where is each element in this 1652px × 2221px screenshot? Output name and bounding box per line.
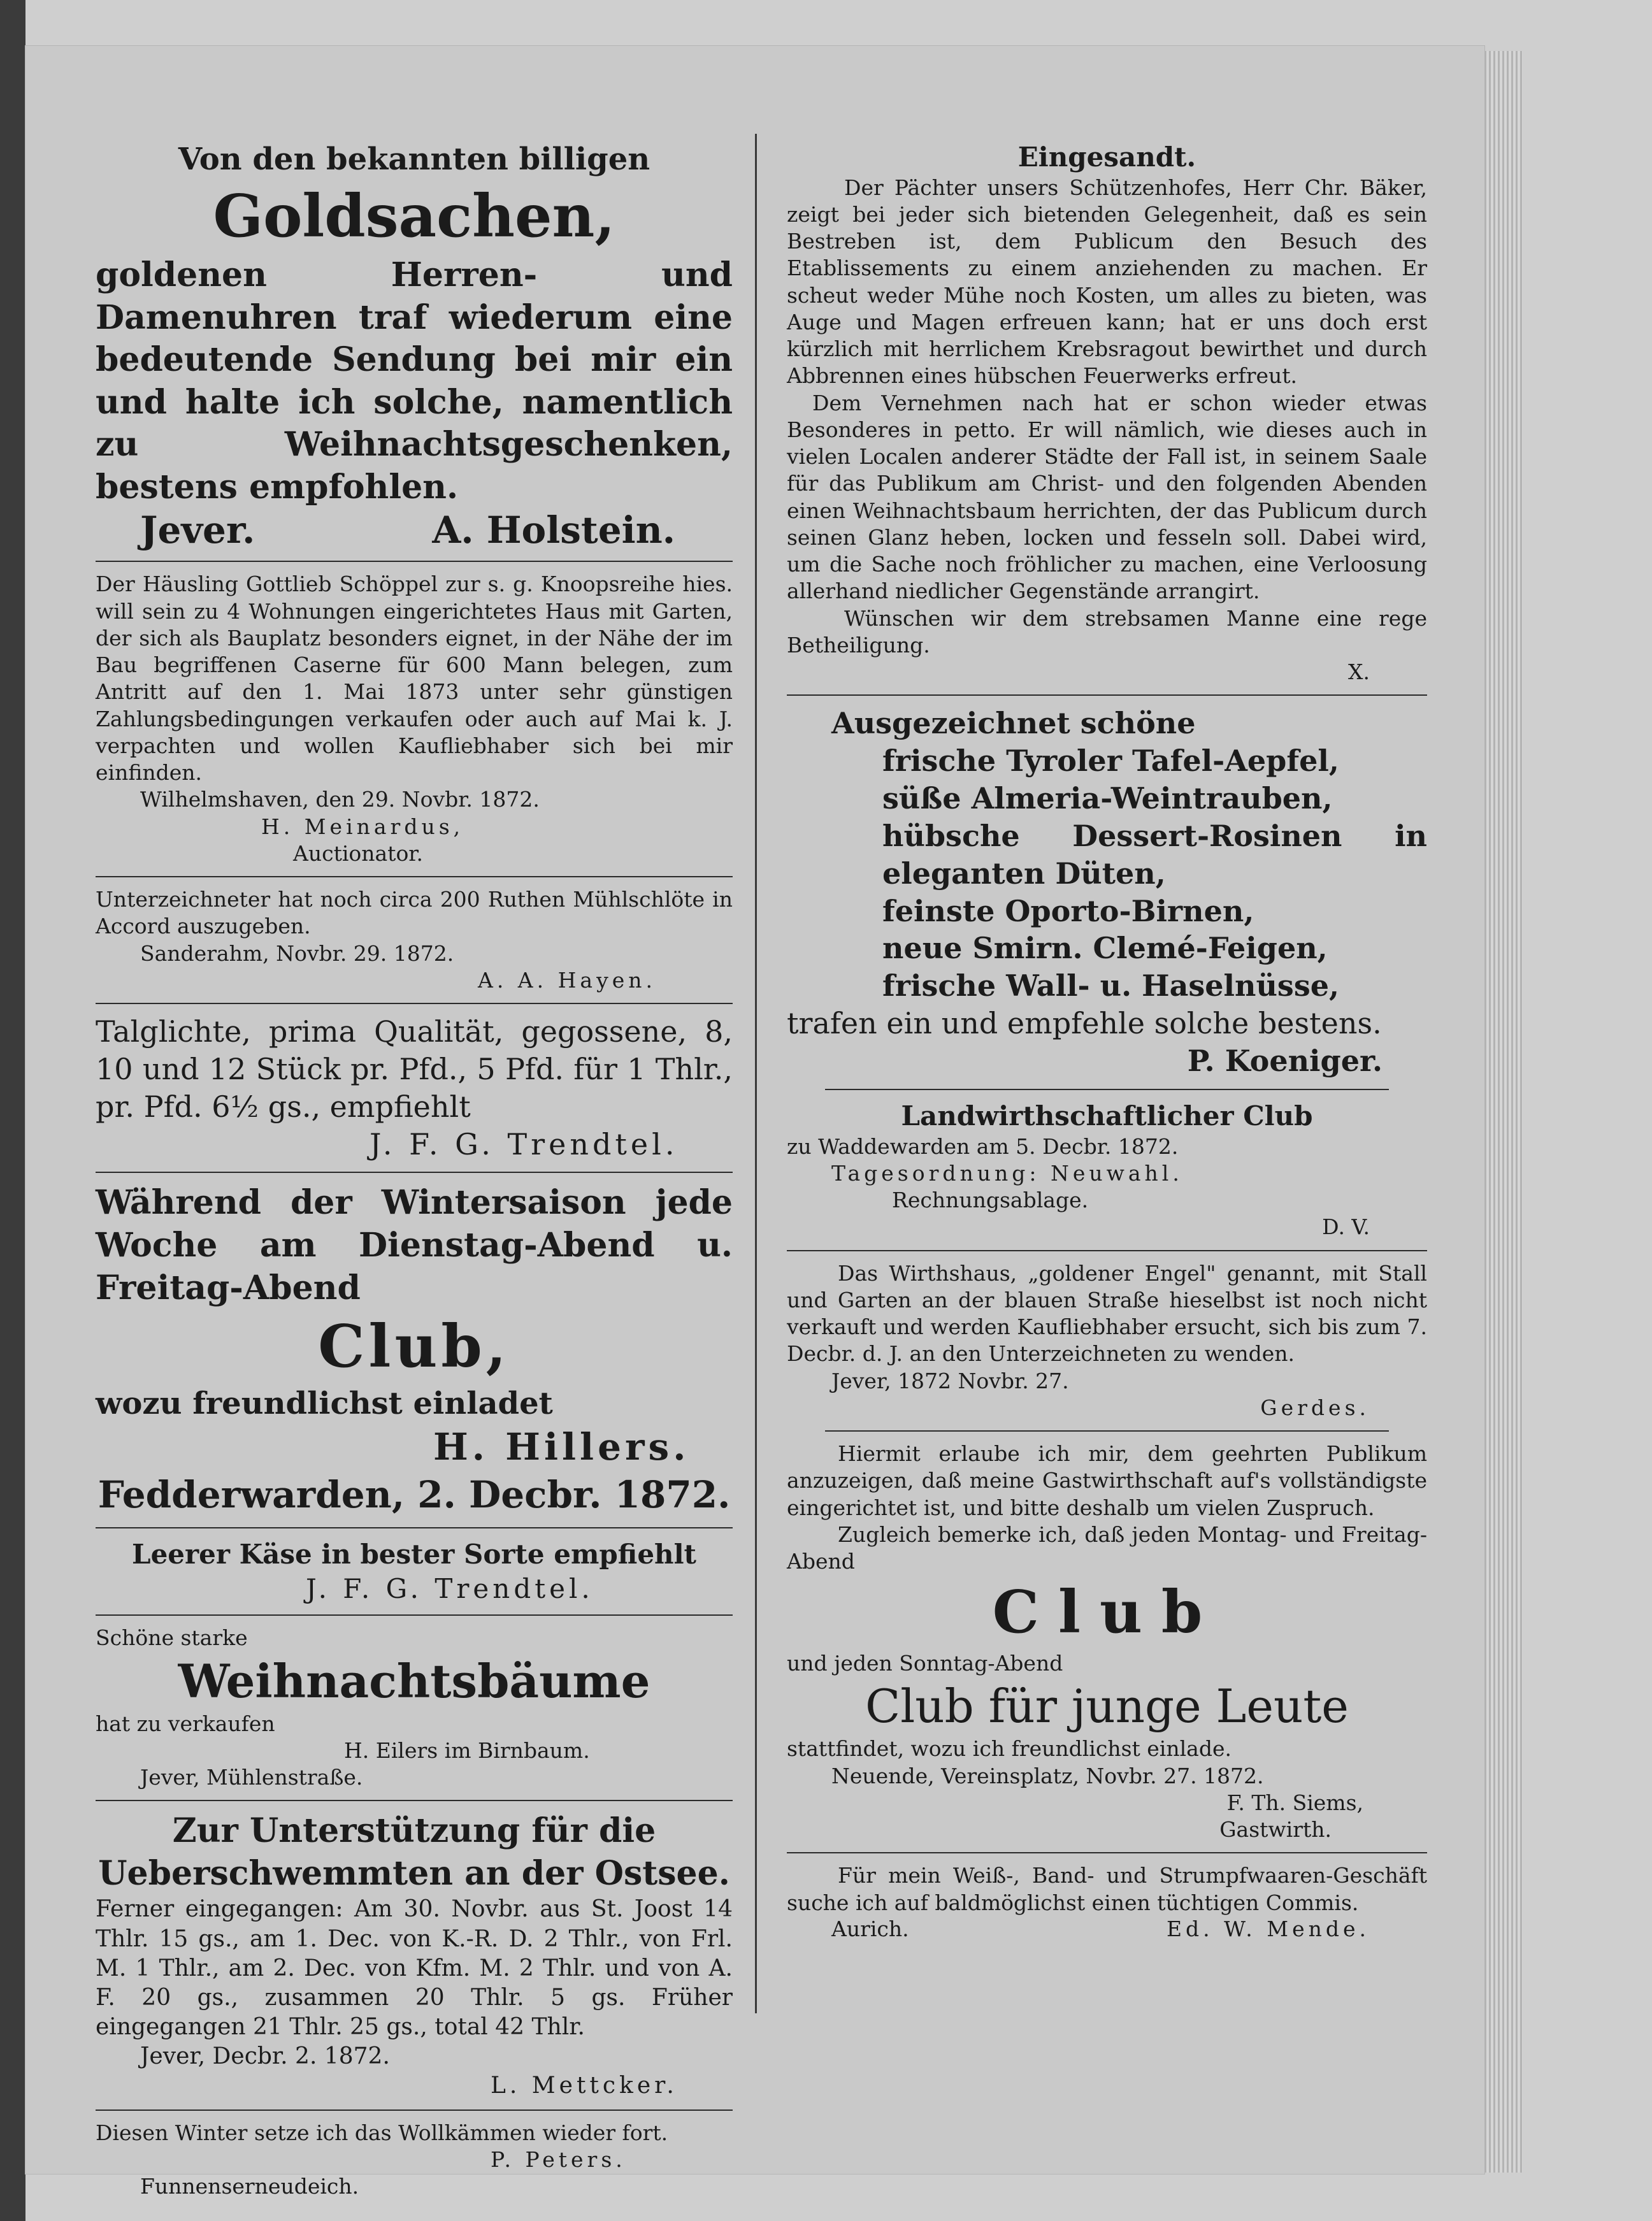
ad-koeniger-l1: Ausgezeichnet schöne bbox=[831, 706, 1196, 741]
ad-kaese-body: Leerer Käse in bester Sorte empfiehlt bbox=[132, 1538, 696, 1570]
ad-siems-junge-leute: Club für junge Leute bbox=[865, 1679, 1349, 1734]
ad-mende-place: Aurich. bbox=[831, 1916, 909, 1941]
article-eingesandt bbox=[787, 140, 1427, 686]
ad-siems-club: Club bbox=[992, 1578, 1222, 1647]
article-eingesandt-p1: Der Pächter unsers Schützenhofes, Herr Chr. Bäker, zeigt bei jeder sich bietenden Gelegenheit, daß es sein Bestreben ist, dem Publicum den Besuch des Etablissements zu einem anziehenden zu machen. Er scheut weder Mühe noch Kosten, um alles zu bieten, was Auge und Magen erfreuen kann; hat er uns doch erst kürzlich mit herrlichem Krebsragout bewirthet und durch Abbrennen eines hübschen Feuerwerks erfreut. bbox=[787, 175, 1427, 389]
notice-landwirthschaft-club-title: Landwirthschaftlicher Club bbox=[901, 1100, 1313, 1132]
ad-wollkaemmen-place: Funnenserneudeich. bbox=[140, 2174, 359, 2199]
divider bbox=[825, 1089, 1389, 1090]
ad-muehlschloete bbox=[96, 886, 733, 994]
divider bbox=[96, 2110, 733, 2111]
notice-landwirthschaft-club-l1: zu Waddewarden am 5. Decbr. 1872. bbox=[787, 1133, 1179, 1159]
ad-goldener-engel-body: Das Wirthshaus, „goldener Engel" genannt, mit Stall und Garten an der blauen Straße hieselbst ist noch nicht verkauft und werden Kaufliebhaber ersucht, sich bis zum 7. Decbr. d. J. an den Unterzeichneten zu wenden. bbox=[787, 1260, 1427, 1367]
ad-club-hillers bbox=[96, 1182, 733, 1518]
ad-siems-title: Gastwirth. bbox=[1219, 1817, 1332, 1843]
ad-koeniger-signature: P. Koeniger. bbox=[1187, 1044, 1383, 1079]
ad-club-hillers-dateline: Fedderwarden, 2. Decbr. 1872. bbox=[97, 1472, 731, 1516]
ad-goldsachen bbox=[96, 140, 733, 552]
ad-haeusling-signature: H. Meinardus, bbox=[261, 814, 464, 839]
ad-wollkaemmen-signature: P. Peters. bbox=[491, 2147, 626, 2173]
divider bbox=[96, 876, 733, 877]
ad-mende-footer bbox=[787, 1916, 1427, 1941]
ad-talglichte bbox=[96, 1013, 733, 1163]
ad-kaese-signature: J. F. G. Trendtel. bbox=[306, 1572, 594, 1604]
ad-muehlschloete-dateline: Sanderahm, Novbr. 29. 1872. bbox=[140, 940, 454, 966]
ad-ostsee-body: Ferner eingegangen: Am 30. Novbr. aus St. Joost 14 Thlr. 15 gs., am 1. Dec. von K.-R. D. 2 Thlr., von Frl. M. 1 Thlr., am 2. Dec. von Kfm. M. 2 Thlr. und von A. F. 20 gs., zusammen 20 Thlr. 5 gs. Früher eingegangen 21 Thlr. 25 gs., total 42 Thlr. bbox=[96, 1896, 733, 2040]
ad-club-hillers-headline: Club, bbox=[318, 1312, 510, 1381]
page-edges bbox=[1484, 51, 1523, 2173]
ad-goldener-engel-signature: Gerdes. bbox=[1260, 1395, 1370, 1420]
ad-mende-signature: Ed. W. Mende. bbox=[1166, 1916, 1370, 1941]
ad-koeniger-l2: frische Tyroler Tafel-Aepfel, bbox=[882, 744, 1339, 779]
ad-mende-body: Für mein Weiß-, Band- und Strumpfwaaren-Geschäft suche ich auf baldmöglichst einen tüchtigen Commis. bbox=[787, 1863, 1427, 1915]
ad-siems-dateline: Neuende, Vereinsplatz, Novbr. 27. 1872. bbox=[831, 1763, 1264, 1788]
ad-weihnachtsbaeume bbox=[96, 1625, 733, 1791]
ad-koeniger-l7: frische Wall- u. Haselnüsse, bbox=[882, 968, 1339, 1003]
notice-landwirthschaft-club-l2: Tagesordnung: Neuwahl. bbox=[831, 1160, 1183, 1186]
ad-koeniger-l6: neue Smirn. Clemé-Feigen, bbox=[882, 931, 1328, 966]
divider bbox=[825, 1430, 1389, 1432]
column-divider bbox=[755, 134, 757, 2013]
ad-goldener-engel-dateline: Jever, 1872 Novbr. 27. bbox=[831, 1368, 1069, 1393]
ad-siems bbox=[787, 1441, 1427, 1843]
ad-siems-signature: F. Th. Siems, bbox=[1226, 1790, 1363, 1815]
ad-weihnachtsbaeume-place: Jever, Mühlenstraße. bbox=[140, 1765, 363, 1790]
ad-ostsee-signature: L. Mettcker. bbox=[491, 2072, 678, 2099]
ad-goldsachen-body: goldenen Herren- und Damenuhren traf wiederum eine bedeutende Sendung bei mir ein und halte ich solche, namentlich zu Weihnachtsgeschenken, bestens empfohlen. bbox=[96, 255, 733, 507]
ad-koeniger-l4: hübsche Dessert-Rosinen in eleganten Düten, bbox=[882, 818, 1427, 891]
ad-goldener-engel bbox=[787, 1260, 1427, 1421]
ad-haeusling-title: Auctionator. bbox=[293, 840, 423, 866]
ad-ostsee bbox=[96, 1810, 733, 2101]
ad-wollkaemmen bbox=[96, 2120, 733, 2201]
article-eingesandt-p2: Dem Vernehmen nach hat er schon wieder etwas Besonderes in petto. Er will nämlich, wie dieses auch in vielen Localen anderer Städte der Fall ist, in seinem Saale für das Publikum am Christ- und den folgenden Abenden einen Weihnachtsbaum herrichten, der das Publicum durch seinen Glanz heben, locken und fesseln soll. Dabei wird, um die Sache noch fröhlicher zu machen, eine Verloosung allerhand niedlicher Gegenstände arrangirt. bbox=[787, 390, 1427, 604]
article-eingesandt-title: Eingesandt. bbox=[1017, 141, 1196, 173]
ad-club-hillers-intro: Während der Wintersaison jede Woche am Dienstag-Abend u. Freitag-Abend bbox=[96, 1183, 733, 1307]
ad-koeniger bbox=[787, 705, 1427, 1080]
ad-siems-p2: Zugleich bemerke ich, daß jeden Montag- und Freitag-Abend bbox=[787, 1521, 1427, 1574]
ad-goldsachen-intro: Von den bekannten billigen bbox=[178, 141, 650, 177]
ad-mende bbox=[787, 1862, 1427, 1941]
ad-koeniger-l5: feinste Oporto-Birnen, bbox=[882, 893, 1254, 928]
book-spine bbox=[0, 0, 25, 2221]
ad-muehlschloete-body: Unterzeichneter hat noch circa 200 Ruthen Mühlschlöte in Accord auszugeben. bbox=[96, 887, 733, 939]
ad-weihnachtsbaeume-text: hat zu verkaufen bbox=[96, 1711, 275, 1736]
ad-goldsachen-signature bbox=[96, 508, 733, 552]
ad-weihnachtsbaeume-intro: Schöne starke bbox=[96, 1625, 248, 1651]
ad-haeusling-body: Der Häusling Gottlieb Schöppel zur s. g. Knoopsreihe hies. will sein zu 4 Wohnungen eingerichtetes Haus mit Garten, der sich als Bauplatz besonders eignet, in der Nähe der im Bau begriffenen Caserne für 600 Mann belegen, zum Antritt auf den 1. Mai 1873 unter sehr günstigen Zahlungsbedingungen verkaufen oder auch auf Mai k. J. verpachten und wollen Kaufliebhaber sich bei mir einfinden. bbox=[96, 571, 733, 786]
ad-wollkaemmen-body: Diesen Winter setze ich das Wollkämmen wieder fort. bbox=[96, 2120, 668, 2146]
right-column bbox=[787, 140, 1427, 1941]
ad-talglichte-signature: J. F. G. Trendtel. bbox=[370, 1126, 679, 1161]
ad-goldsachen-name: A. Holstein. bbox=[432, 508, 675, 552]
ad-ostsee-title: Zur Unterstützung für die Ueberschwemmten an der Ostsee. bbox=[98, 1811, 730, 1893]
ad-weihnachtsbaeume-signature: H. Eilers im Birnbaum. bbox=[344, 1737, 590, 1763]
ad-siems-sonntag: und jeden Sonntag-Abend bbox=[787, 1650, 1063, 1676]
ad-haeusling-dateline: Wilhelmshaven, den 29. Novbr. 1872. bbox=[140, 787, 540, 812]
article-eingesandt-p3: Wünschen wir dem strebsamen Manne eine rege Betheiligung. bbox=[787, 605, 1427, 658]
divider bbox=[96, 1800, 733, 1801]
ad-club-hillers-invite: wozu freundlichst einladet bbox=[96, 1385, 553, 1421]
ad-weihnachtsbaeume-headline: Weihnachtsbäume bbox=[178, 1653, 650, 1708]
left-column bbox=[96, 140, 733, 2201]
ad-talglichte-body: Talglichte, prima Qualität, gegossene, 8, 10 und 12 Stück pr. Pfd., 5 Pfd. für 1 Thlr., pr. Pfd. 6½ gs., empfiehlt bbox=[96, 1014, 733, 1124]
ad-club-hillers-signature: H. Hillers. bbox=[433, 1425, 690, 1469]
ad-siems-invite: stattfindet, wozu ich freundlichst einlade. bbox=[787, 1736, 1232, 1762]
divider bbox=[96, 1172, 733, 1173]
ad-goldsachen-place: Jever. bbox=[140, 508, 255, 552]
divider bbox=[96, 561, 733, 562]
notice-landwirthschaft-club bbox=[787, 1099, 1427, 1241]
notice-landwirthschaft-club-signature: D. V. bbox=[1322, 1214, 1370, 1240]
divider bbox=[96, 1527, 733, 1528]
article-eingesandt-signature: X. bbox=[1348, 659, 1370, 684]
divider bbox=[787, 1250, 1427, 1251]
divider bbox=[96, 1614, 733, 1616]
notice-landwirthschaft-club-l3: Rechnungsablage. bbox=[892, 1188, 1089, 1213]
divider bbox=[96, 1003, 733, 1004]
ad-goldsachen-headline: Goldsachen, bbox=[213, 182, 615, 251]
ad-kaese bbox=[96, 1537, 733, 1606]
ad-muehlschloete-signature: A. A. Hayen. bbox=[478, 967, 656, 993]
ad-koeniger-l3: süße Almeria-Weintrauben, bbox=[882, 780, 1333, 816]
ad-ostsee-dateline: Jever, Decbr. 2. 1872. bbox=[140, 2043, 390, 2069]
divider bbox=[787, 694, 1427, 696]
divider bbox=[787, 1852, 1427, 1853]
ad-haeusling bbox=[96, 571, 733, 867]
ad-siems-p1: Hiermit erlaube ich mir, dem geehrten Publikum anzuzeigen, daß meine Gastwirthschaft auf's vollständigste eingerichtet ist, und bitte deshalb um vielen Zuspruch. bbox=[787, 1441, 1427, 1520]
ad-koeniger-l8: trafen ein und empfehle solche bestens. bbox=[787, 1006, 1382, 1041]
